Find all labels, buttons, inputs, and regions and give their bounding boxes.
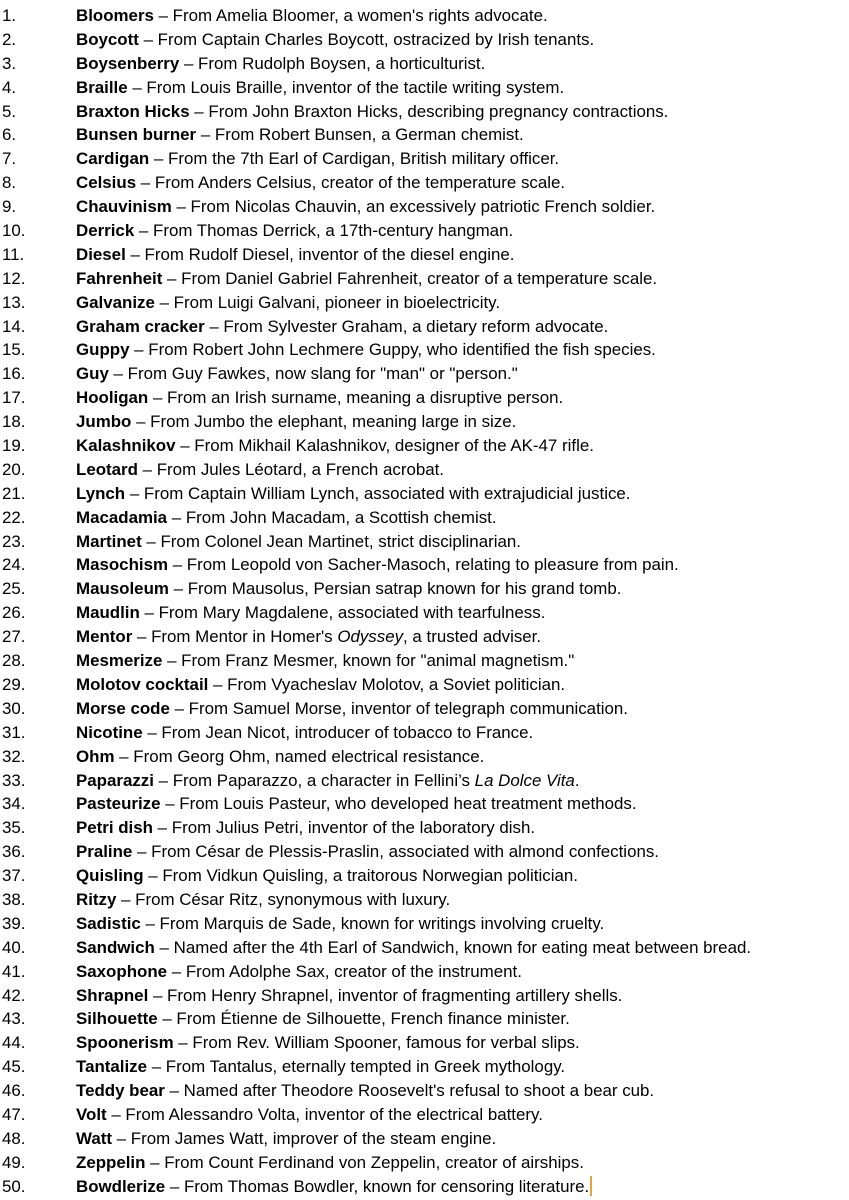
item-entry <box>76 816 849 840</box>
item-term: Celsius <box>76 173 137 193</box>
item-entry <box>76 52 849 76</box>
item-number: 17. <box>2 388 26 408</box>
list-item <box>0 1151 849 1175</box>
item-term: Tantalize <box>76 1057 148 1077</box>
list-item <box>0 315 849 339</box>
item-number: 35. <box>2 818 26 838</box>
item-number: 38. <box>2 889 26 909</box>
item-number: 3. <box>2 53 17 73</box>
list-item <box>0 936 849 960</box>
list-item <box>0 1031 849 1055</box>
item-number: 9. <box>2 197 17 217</box>
item-number: 27. <box>2 627 26 647</box>
item-term: Paparazzi <box>76 770 154 790</box>
item-entry <box>76 1127 849 1151</box>
item-number: 23. <box>2 531 26 551</box>
item-number: 26. <box>2 603 26 623</box>
item-description: – From Franz Mesmer, known for "animal magnetism." <box>162 651 575 671</box>
item-term: Graham cracker <box>76 316 205 336</box>
item-description-end: . <box>574 770 580 790</box>
item-number: 50. <box>2 1176 26 1196</box>
item-term: Petri dish <box>76 818 153 838</box>
item-entry <box>76 745 849 769</box>
item-number: 2. <box>2 29 17 49</box>
item-term: Masochism <box>76 555 168 575</box>
list-item <box>0 147 849 171</box>
item-term: Mesmerize <box>76 651 163 671</box>
list-item <box>0 28 849 52</box>
item-entry <box>76 912 849 936</box>
item-number: 19. <box>2 436 26 456</box>
item-entry <box>76 721 849 745</box>
item-entry <box>76 1175 849 1199</box>
item-entry <box>76 100 849 124</box>
item-term: Maudlin <box>76 603 140 623</box>
item-number: 4. <box>2 77 17 97</box>
item-description: – From Anders Celsius, creator of the temperature scale. <box>136 173 566 193</box>
item-term: Galvanize <box>76 292 155 312</box>
item-term: Chauvinism <box>76 197 172 217</box>
item-entry <box>76 386 849 410</box>
item-description: – From Daniel Gabriel Fahrenheit, creator of a temperature scale. <box>162 268 658 288</box>
item-entry <box>76 649 849 673</box>
list-item <box>0 721 849 745</box>
item-term: Spoonerism <box>76 1033 174 1053</box>
item-number: 40. <box>2 937 26 957</box>
item-description: – From Leopold von Sacher-Masoch, relating to pleasure from pain. <box>168 555 679 575</box>
item-term: Morse code <box>76 698 170 718</box>
item-entry <box>76 506 849 530</box>
item-description: – From Tantalus, eternally tempted in Greek mythology. <box>147 1057 566 1077</box>
item-term: Teddy bear <box>76 1081 165 1101</box>
item-description: – From Robert Bunsen, a German chemist. <box>196 125 524 145</box>
item-number: 39. <box>2 913 26 933</box>
item-number: 5. <box>2 101 17 121</box>
list-item <box>0 195 849 219</box>
list-item <box>0 864 849 888</box>
item-entry <box>76 434 849 458</box>
item-number: 47. <box>2 1104 26 1124</box>
item-term: Silhouette <box>76 1009 158 1029</box>
item-number: 49. <box>2 1152 26 1172</box>
item-entry <box>76 458 849 482</box>
item-term: Zeppelin <box>76 1152 146 1172</box>
item-description: – From Louis Braille, inventor of the tactile writing system. <box>127 77 565 97</box>
item-entry <box>76 171 849 195</box>
list-item <box>0 888 849 912</box>
item-number: 8. <box>2 173 17 193</box>
item-description: – From John Macadam, a Scottish chemist. <box>167 507 497 527</box>
item-entry <box>76 482 849 506</box>
item-description: – From Captain Charles Boycott, ostracized by Irish tenants. <box>138 29 595 49</box>
list-item <box>0 506 849 530</box>
item-term: Diesel <box>76 244 126 264</box>
item-entry <box>76 1055 849 1079</box>
item-description: – From Jumbo the elephant, meaning large in size. <box>131 412 517 432</box>
list-item <box>0 123 849 147</box>
item-number: 15. <box>2 340 26 360</box>
item-description: – From Mikhail Kalashnikov, designer of the AK-47 rifle. <box>175 436 594 456</box>
item-description: – Named after Theodore Roosevelt's refusal to shoot a bear cub. <box>164 1081 655 1101</box>
list-item <box>0 1007 849 1031</box>
item-description: – From Guy Fawkes, now slang for "man" or "person." <box>108 364 518 384</box>
item-number: 29. <box>2 674 26 694</box>
item-description: – From Louis Pasteur, who developed heat treatment methods. <box>160 794 637 814</box>
item-description: – From Amelia Bloomer, a women's rights advocate. <box>153 6 548 25</box>
item-description: – From Étienne de Silhouette, French finance minister. <box>157 1009 570 1029</box>
item-entry <box>76 840 849 864</box>
item-description: – From Marquis de Sade, known for writings involving cruelty. <box>140 913 605 933</box>
item-term: Lynch <box>76 483 126 503</box>
list-item <box>0 386 849 410</box>
item-number: 30. <box>2 698 26 718</box>
item-number: 6. <box>2 125 17 145</box>
item-term: Volt <box>76 1104 107 1124</box>
item-term: Kalashnikov <box>76 436 176 456</box>
item-term: Watt <box>76 1128 112 1148</box>
item-number: 48. <box>2 1128 26 1148</box>
item-term: Martinet <box>76 531 142 551</box>
list-item <box>0 243 849 267</box>
item-description: – From Captain William Lynch, associated with extrajudicial justice. <box>125 483 631 503</box>
item-description: – From Samuel Morse, inventor of telegraph communication. <box>169 698 629 718</box>
list-item <box>0 577 849 601</box>
list-item <box>0 792 849 816</box>
item-description: – From Julius Petri, inventor of the laboratory dish. <box>152 818 536 838</box>
list-item <box>0 673 849 697</box>
item-term: Pasteurize <box>76 794 161 814</box>
item-entry <box>76 291 849 315</box>
item-entry <box>76 1007 849 1031</box>
item-number: 20. <box>2 459 26 479</box>
list-item <box>0 1055 849 1079</box>
item-term: Saxophone <box>76 961 168 981</box>
item-entry <box>76 936 849 960</box>
item-description: – From Rev. William Spooner, famous for verbal slips. <box>173 1033 580 1053</box>
item-term: Jumbo <box>76 412 132 432</box>
list-item <box>0 625 849 649</box>
item-entry <box>76 219 849 243</box>
item-number: 16. <box>2 364 26 384</box>
item-number: 14. <box>2 316 26 336</box>
item-term: Sadistic <box>76 913 141 933</box>
item-description: – From Mausolus, Persian satrap known for his grand tomb. <box>168 579 622 599</box>
item-entry <box>76 338 849 362</box>
list-item <box>0 338 849 362</box>
list-item <box>0 840 849 864</box>
item-italic-title: Odyssey <box>337 627 404 647</box>
item-description: – From César de Plessis-Praslin, associated with almond confections. <box>132 842 659 862</box>
text-cursor <box>590 1176 592 1196</box>
item-description: – From Georg Ohm, named electrical resistance. <box>114 746 485 766</box>
list-item <box>0 984 849 1008</box>
list-item <box>0 267 849 291</box>
item-number: 1. <box>2 6 17 25</box>
item-number: 34. <box>2 794 26 814</box>
item-number: 44. <box>2 1033 26 1053</box>
item-description: – From César Ritz, synonymous with luxury. <box>116 889 451 909</box>
item-description: – From Paparazzo, a character in Fellini’s <box>153 770 475 790</box>
item-description: – From Nicolas Chauvin, an excessively patriotic French soldier. <box>171 197 656 217</box>
item-description: – Named after the 4th Earl of Sandwich, known for eating meat between bread. <box>154 937 752 957</box>
item-description: – From an Irish surname, meaning a disruptive person. <box>148 388 564 408</box>
item-entry <box>76 123 849 147</box>
item-entry <box>76 315 849 339</box>
item-description: – From James Watt, improver of the steam engine. <box>111 1128 497 1148</box>
list-item <box>0 171 849 195</box>
item-entry <box>76 1151 849 1175</box>
item-term: Guppy <box>76 340 130 360</box>
item-description: – From Alessandro Volta, inventor of the electrical battery. <box>106 1104 543 1124</box>
item-description: – From Henry Shrapnel, inventor of fragmenting artillery shells. <box>148 985 623 1005</box>
item-description: – From Rudolph Boysen, a horticulturist. <box>179 53 486 73</box>
item-entry <box>76 410 849 434</box>
list-item <box>0 960 849 984</box>
item-number: 36. <box>2 842 26 862</box>
item-term: Praline <box>76 842 133 862</box>
item-number: 7. <box>2 149 17 169</box>
list-item <box>0 1079 849 1103</box>
list-item <box>0 1127 849 1151</box>
item-number: 18. <box>2 412 26 432</box>
item-term: Boysenberry <box>76 53 180 73</box>
list-item <box>0 219 849 243</box>
item-term: Ohm <box>76 746 115 766</box>
item-italic-title: La Dolce Vita <box>474 770 575 790</box>
item-term: Molotov cocktail <box>76 674 209 694</box>
list-item <box>0 816 849 840</box>
item-description: – From Thomas Bowdler, known for censoring literature. <box>165 1176 590 1196</box>
item-description: – From Sylvester Graham, a dietary reform advocate. <box>204 316 609 336</box>
item-term: Sandwich <box>76 937 155 957</box>
item-term: Braille <box>76 77 128 97</box>
item-term: Ritzy <box>76 889 117 909</box>
item-term: Mentor <box>76 627 133 647</box>
item-term: Hooligan <box>76 388 149 408</box>
list-item <box>0 362 849 386</box>
item-entry <box>76 577 849 601</box>
item-entry <box>76 1031 849 1055</box>
list-item <box>0 553 849 577</box>
item-entry <box>76 1079 849 1103</box>
item-description: – From Vidkun Quisling, a traitorous Norwegian politician. <box>143 866 578 886</box>
item-entry <box>76 76 849 100</box>
item-term: Braxton Hicks <box>76 101 190 121</box>
item-entry <box>76 195 849 219</box>
item-term: Leotard <box>76 459 138 479</box>
item-number: 43. <box>2 1009 26 1029</box>
item-number: 25. <box>2 579 26 599</box>
list-item <box>0 601 849 625</box>
item-description: – From the 7th Earl of Cardigan, British military officer. <box>149 149 560 169</box>
list-item <box>0 458 849 482</box>
item-entry <box>76 673 849 697</box>
item-term: Shrapnel <box>76 985 149 1005</box>
item-description-end: , a trusted adviser. <box>403 627 542 647</box>
list-item <box>0 745 849 769</box>
item-description: – From Adolphe Sax, creator of the instrument. <box>167 961 522 981</box>
item-number: 45. <box>2 1057 26 1077</box>
item-entry <box>76 4 849 28</box>
list-item <box>0 434 849 458</box>
list-item <box>0 697 849 721</box>
item-number: 10. <box>2 221 26 241</box>
item-number: 33. <box>2 770 26 790</box>
item-description: – From Thomas Derrick, a 17th-century hangman. <box>134 221 514 241</box>
item-term: Derrick <box>76 221 135 241</box>
item-number: 11. <box>2 244 25 264</box>
item-number: 42. <box>2 985 26 1005</box>
item-term: Quisling <box>76 866 144 886</box>
item-description: – From John Braxton Hicks, describing pregnancy contractions. <box>189 101 669 121</box>
item-entry <box>76 243 849 267</box>
item-term: Macadamia <box>76 507 168 527</box>
list-item <box>0 482 849 506</box>
list-item <box>0 410 849 434</box>
item-number: 41. <box>2 961 26 981</box>
item-description: – From Count Ferdinand von Zeppelin, creator of airships. <box>145 1152 584 1172</box>
item-term: Bunsen burner <box>76 125 197 145</box>
item-entry <box>76 792 849 816</box>
item-entry <box>76 697 849 721</box>
list-item <box>0 100 849 124</box>
item-entry <box>76 984 849 1008</box>
item-term: Bloomers <box>76 6 154 25</box>
item-entry <box>76 1103 849 1127</box>
item-number: 12. <box>2 268 26 288</box>
item-number: 31. <box>2 722 26 742</box>
item-description: – From Rudolf Diesel, inventor of the diesel engine. <box>125 244 515 264</box>
item-number: 46. <box>2 1081 26 1101</box>
list-item <box>0 4 849 28</box>
item-term: Bowdlerize <box>76 1176 166 1196</box>
item-entry <box>76 625 849 649</box>
item-description: – From Jean Nicot, introducer of tobacco to France. <box>142 722 534 742</box>
item-term: Fahrenheit <box>76 268 163 288</box>
item-description: – From Colonel Jean Martinet, strict disciplinarian. <box>141 531 521 551</box>
item-term: Boycott <box>76 29 139 49</box>
list-item <box>0 530 849 554</box>
item-entry <box>76 864 849 888</box>
item-description: – From Robert John Lechmere Guppy, who identified the fish species. <box>129 340 656 360</box>
item-term: Nicotine <box>76 722 143 742</box>
item-number: 37. <box>2 866 26 886</box>
item-description: – From Luigi Galvani, pioneer in bioelectricity. <box>154 292 501 312</box>
item-entry <box>76 267 849 291</box>
item-term: Mausoleum <box>76 579 169 599</box>
item-entry <box>76 553 849 577</box>
item-entry <box>76 601 849 625</box>
item-number: 24. <box>2 555 26 575</box>
item-entry <box>76 147 849 171</box>
item-term: Guy <box>76 364 109 384</box>
item-entry <box>76 530 849 554</box>
item-term: Cardigan <box>76 149 150 169</box>
item-entry <box>76 769 849 793</box>
list-item <box>0 769 849 793</box>
item-number: 21. <box>2 483 26 503</box>
item-number: 32. <box>2 746 26 766</box>
item-description: – From Mentor in Homer's <box>132 627 338 647</box>
item-entry <box>76 960 849 984</box>
list-item <box>0 52 849 76</box>
list-item <box>0 76 849 100</box>
item-number: 22. <box>2 507 26 527</box>
list-item <box>0 291 849 315</box>
eponym-list[interactable] <box>0 4 849 1199</box>
list-item <box>0 649 849 673</box>
list-item <box>0 1103 849 1127</box>
item-entry <box>76 888 849 912</box>
item-number: 28. <box>2 651 26 671</box>
list-item <box>0 912 849 936</box>
item-entry <box>76 362 849 386</box>
item-entry <box>76 28 849 52</box>
item-number: 13. <box>2 292 26 312</box>
item-description: – From Jules Léotard, a French acrobat. <box>137 459 445 479</box>
list-item <box>0 1175 849 1199</box>
item-description: – From Mary Magdalene, associated with tearfulness. <box>139 603 546 623</box>
item-description: – From Vyacheslav Molotov, a Soviet politician. <box>208 674 566 694</box>
